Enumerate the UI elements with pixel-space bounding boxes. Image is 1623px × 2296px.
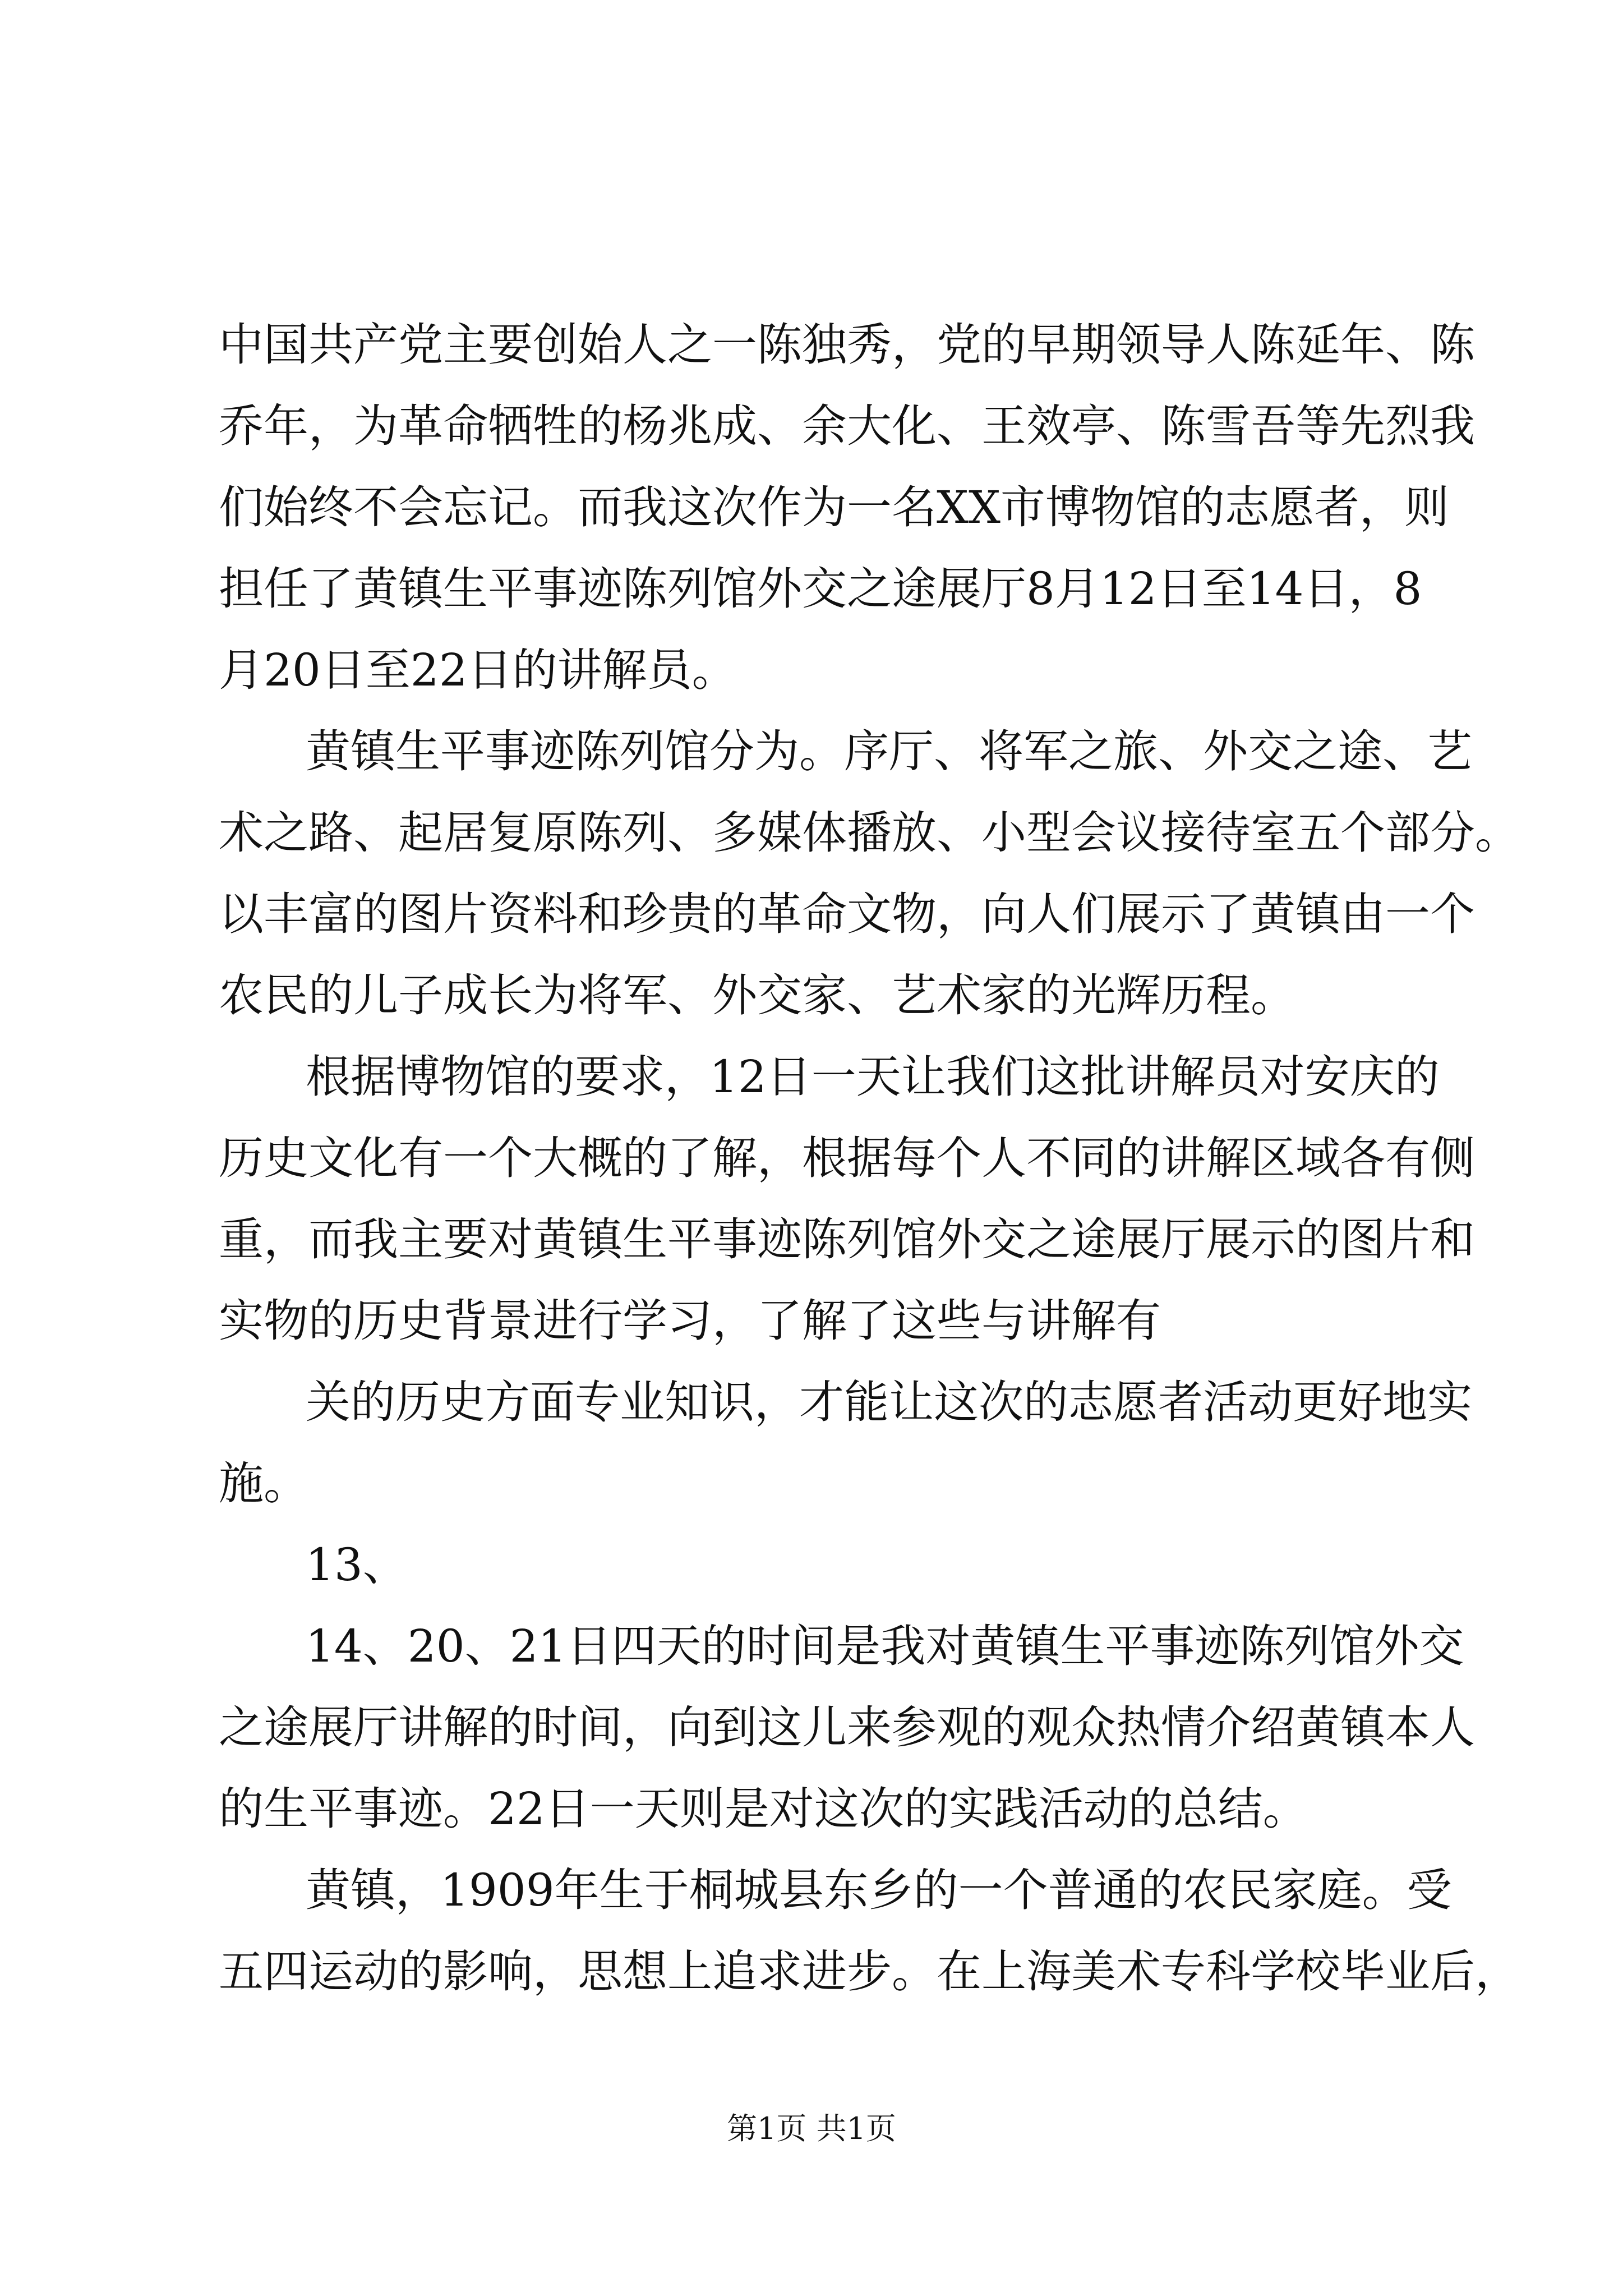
text-line-7: 术之路、起居复原陈列、多媒体播放、小型会议接待室五个部分。 xyxy=(219,807,1520,859)
text-line-19: 的生平事迹。22日一天则是对这次的实践活动的总结。 xyxy=(219,1783,1308,1835)
text-line-11: 历史文化有一个大概的了解，根据每个人不同的讲解区域各有侧 xyxy=(219,1132,1475,1184)
text-line-4: 担任了黄镇生平事迹陈列馆外交之途展厅8月12日至14日，8 xyxy=(219,563,1422,615)
text-line-16: 13、 xyxy=(306,1539,408,1591)
text-line-10: 根据博物馆的要求，12日一天让我们这批讲解员对安庆的 xyxy=(306,1051,1440,1103)
text-line-13: 实物的历史背景进行学习，了解了这些与讲解有 xyxy=(219,1295,1161,1347)
text-line-15: 施。 xyxy=(219,1457,308,1510)
text-line-3: 们始终不会忘记。而我这次作为一名XX市博物馆的志愿者，则 xyxy=(219,481,1449,533)
text-line-20: 黄镇，1909年生于桐城县东乡的一个普通的农民家庭。受 xyxy=(306,1864,1452,1916)
text-line-1: 中国共产党主要创始人之一陈独秀，党的早期领导人陈延年、陈 xyxy=(219,319,1475,371)
text-line-12: 重，而我主要对黄镇生平事迹陈列馆外交之途展厅展示的图片和 xyxy=(219,1213,1475,1266)
page-footer: 第1页 共1页 xyxy=(727,2111,896,2146)
text-line-21: 五四运动的影响，思想上追求进步。在上海美术专科学校毕业后， xyxy=(219,1945,1520,1998)
text-line-17: 14、20、21日四天的时间是我对黄镇生平事迹陈列馆外交 xyxy=(306,1620,1464,1672)
text-line-18: 之途展厅讲解的时间，向到这儿来参观的观众热情介绍黄镇本人 xyxy=(219,1701,1475,1754)
text-line-6: 黄镇生平事迹陈列馆分为。序厅、将军之旅、外交之途、艺 xyxy=(306,725,1472,777)
text-line-5: 月20日至22日的讲解员。 xyxy=(219,644,737,696)
text-line-9: 农民的儿子成长为将军、外交家、艺术家的光辉历程。 xyxy=(219,969,1295,1022)
text-line-14: 关的历史方面专业知识，才能让这次的志愿者活动更好地实 xyxy=(306,1376,1472,1428)
text-line-8: 以丰富的图片资料和珍贵的革命文物，向人们展示了黄镇由一个 xyxy=(219,888,1475,940)
text-line-2: 乔年，为革命牺牲的杨兆成、余大化、王效亭、陈雪吾等先烈我 xyxy=(219,400,1475,452)
